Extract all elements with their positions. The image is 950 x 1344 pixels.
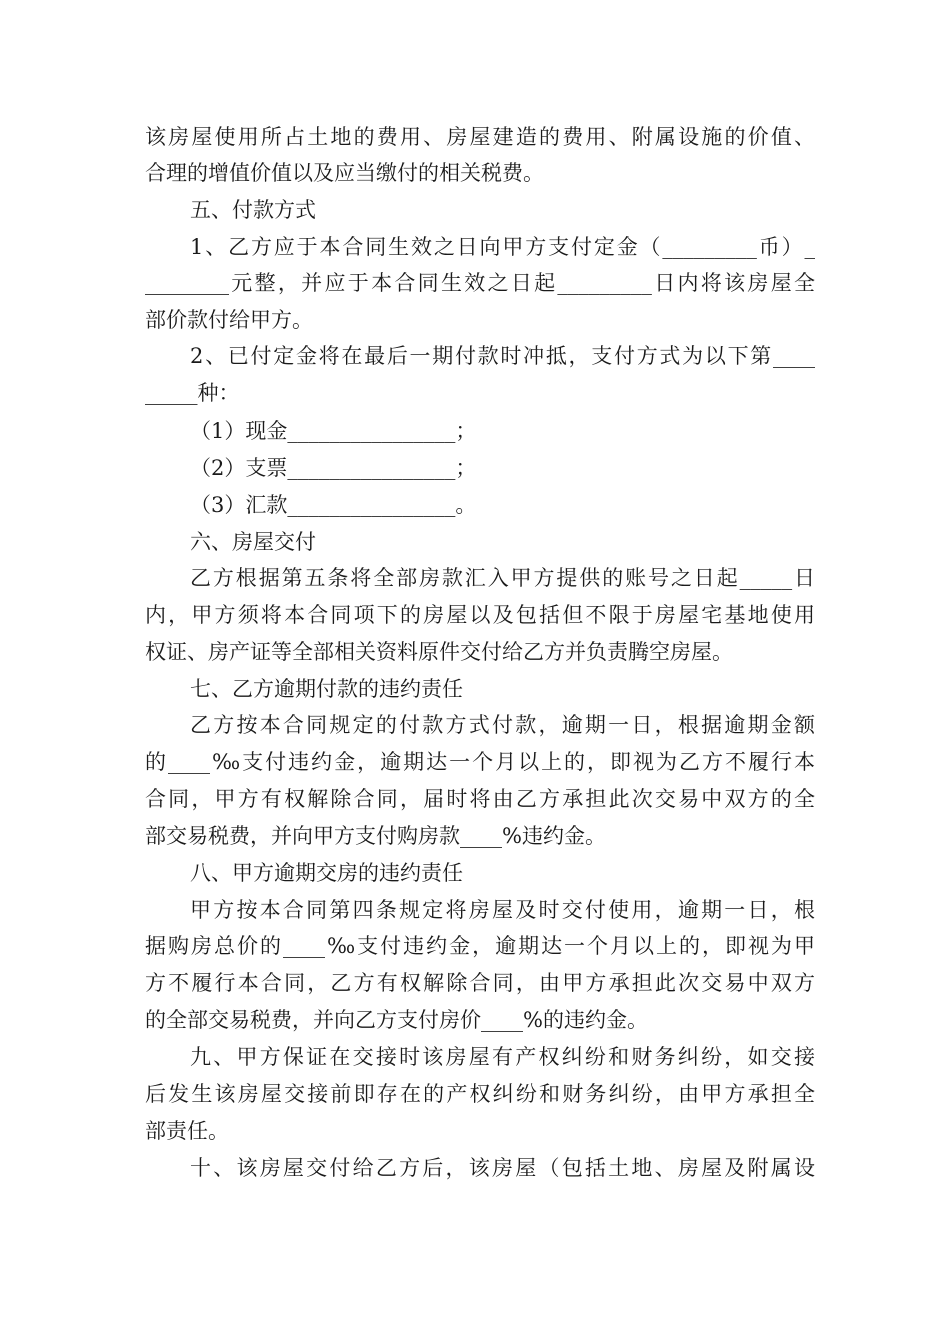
text-line: 权证、房产证等全部相关资料原件交付给乙方并负责腾空房屋。 [145, 640, 733, 664]
text-line: 的全部交易税费，并向乙方支付房价____%的违约金。 [145, 1008, 648, 1032]
text-line: 甲方按本合同第四条规定将房屋及时交付使用，逾期一日，根 [190, 898, 815, 922]
text-line: 九、甲方保证在交接时该房屋有产权纠纷和财务纠纷，如交接 [190, 1045, 815, 1069]
text-line: 据购房总价的____‰支付违约金，逾期达一个月以上的，即视为甲 [145, 934, 815, 958]
section-heading: 八、甲方逾期交房的违约责任 [190, 861, 463, 885]
section-heading: 七、乙方逾期付款的违约责任 [190, 677, 463, 701]
text-line: 乙方根据第五条将全部房款汇入甲方提供的账号之日起_____日 [190, 566, 815, 590]
text-line: 十、该房屋交付给乙方后，该房屋（包括土地、房屋及附属设 [190, 1156, 815, 1180]
list-item: （3）汇款________________。 [190, 493, 477, 517]
text-line: _____种： [145, 381, 240, 405]
text-line: 合理的增值价值以及应当缴付的相关税费。 [145, 161, 544, 185]
list-item: （1）现金________________； [190, 419, 477, 443]
text-line: 部交易税费，并向甲方支付购房款____%违约金。 [145, 824, 606, 848]
text-line: 方不履行本合同，乙方有权解除合同，由甲方承担此次交易中双方 [145, 971, 815, 995]
text-line: 后发生该房屋交接前即存在的产权纠纷和财务纠纷，由甲方承担全 [145, 1082, 815, 1106]
text-line: 部价款付给甲方。 [145, 308, 313, 332]
text-line: 该房屋使用所占土地的费用、房屋建造的费用、附属设施的价值、 [145, 125, 815, 149]
text-line: 部责任。 [145, 1119, 229, 1143]
text-line: 内，甲方须将本合同项下的房屋以及包括但不限于房屋宅基地使用 [145, 603, 815, 627]
text-line: 2、已付定金将在最后一期付款时冲抵，支付方式为以下第____ [190, 344, 815, 368]
text-line: 合同，甲方有权解除合同，届时将由乙方承担此次交易中双方的全 [145, 787, 815, 811]
section-heading: 六、房屋交付 [190, 530, 316, 554]
section-heading: 五、付款方式 [190, 198, 316, 222]
text-line: 1、乙方应于本合同生效之日向甲方支付定金（_________币）_ [190, 235, 815, 259]
text-line: 的____‰支付违约金，逾期达一个月以上的，即视为乙方不履行本 [145, 750, 815, 774]
list-item: （2）支票________________； [190, 456, 477, 480]
text-line: 乙方按本合同规定的付款方式付款，逾期一日，根据逾期金额 [190, 713, 815, 737]
text-line: ________元整，并应于本合同生效之日起_________日内将该房屋全 [145, 271, 815, 295]
